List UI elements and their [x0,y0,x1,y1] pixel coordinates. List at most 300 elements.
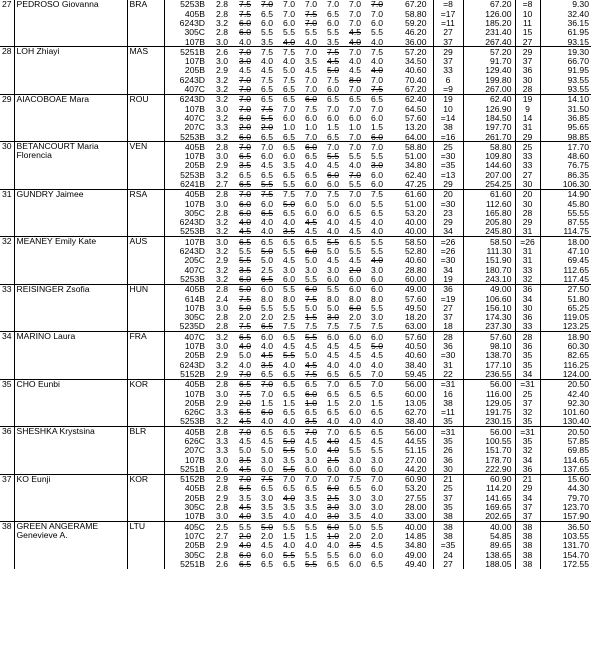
dive-code: 6243D [164,94,207,104]
dive-code: 107B [164,237,207,247]
dive-code: 305C [184,502,205,513]
dive-points: 18.20 [404,312,427,323]
judge-score: 6.5 [239,407,251,418]
judge-score: 4.0 [305,37,317,47]
cumulative-rank: 33 [515,265,540,274]
judge-score: 3.0 [327,265,339,275]
judge-score: 6.0 [283,151,295,162]
judge-score: 6.0 [371,179,383,189]
judge-score: 7.0 [327,0,339,10]
judge-score: 3.0 [371,161,383,171]
cumulative-points: 49.00 [463,284,515,294]
judge-score: 7.5 [327,75,339,85]
degree-of-difficulty: 3.2 [216,246,228,257]
dive-points: 28.00 [404,502,427,513]
judge-score: 5.5 [327,27,339,38]
judge-score: 5.0 [305,445,317,456]
judge-score: 4.5 [239,502,251,513]
dive-code: 107B [184,104,205,114]
dive-rank: 19 [433,275,463,285]
judge-score: 6.5 [371,559,383,569]
points-behind: 98.85 [567,132,589,142]
points-behind: 131.70 [562,540,589,551]
dive-rank: 36 [433,342,463,351]
judge-score: 4.0 [327,227,339,237]
judge-score: 5.5 [362,237,384,247]
judge-score: 6.0 [362,284,384,294]
judge-score: 5.0 [261,445,273,456]
cumulative-points: 138.70 [485,350,512,361]
judge-score: 6.5 [283,389,295,399]
judge-score: 3.5 [283,161,295,171]
judge-score: 5.5 [349,445,361,456]
judge-score: 5.5 [283,179,295,189]
judge-score: 7.0 [371,0,383,10]
judge-score: 5.5 [261,27,273,38]
dive-points: 49.50 [404,303,427,313]
dive-code: 626C [184,436,205,446]
judge-score: 3.5 [305,502,317,513]
dive-code: 205B [184,493,205,503]
judge-score: 4.5 [305,217,317,228]
judge-score: 7.0 [239,104,251,114]
cumulative-rank: 25 [515,389,540,398]
degree-of-difficulty: 2.9 [216,540,228,551]
cumulative-points: 54.85 [489,531,512,541]
degree-of-difficulty: 3.0 [216,199,228,209]
judge-score: 5.5 [296,332,318,342]
points-behind: 36.15 [567,18,589,28]
judge-score: 6.0 [371,113,383,123]
judge-score: 6.0 [296,142,318,152]
degree-of-difficulty: 3.2 [216,18,228,28]
degree-of-difficulty: 2.9 [216,369,228,379]
judge-score: 5.0 [305,303,317,313]
judge-score: 5.0 [261,256,273,266]
degree-of-difficulty: 3.0 [216,341,228,351]
judge-score: 2.5 [327,455,339,465]
judge-score: 3.5 [239,265,251,275]
judge-score: 7.0 [349,9,361,19]
cumulative-rank: 30 [515,304,540,313]
judge-score: 3.5 [239,455,251,465]
cumulative-points: 188.05 [485,559,512,569]
cumulative-rank: 36 [515,66,540,75]
judge-score: 6.5 [305,407,317,418]
dive-points: 51.15 [404,445,427,456]
judge-score: 5.0 [252,522,274,532]
judge-score: 5.5 [371,303,383,313]
points-behind: 130.40 [562,417,589,427]
judge-score: 2.0 [371,531,383,541]
judge-score: 7.0 [283,9,295,19]
judge-score: 5.0 [327,303,339,313]
judge-score: 6.0 [305,389,317,399]
judge-score: 4.5 [349,350,361,361]
judge-score: 3.0 [283,265,295,275]
degree-of-difficulty: 3.2 [216,84,228,95]
cumulative-rank: 38 [515,532,540,541]
cumulative-points: 116.00 [485,389,512,399]
judge-score: 5.5 [283,350,295,361]
judge-score: 4.0 [283,540,295,551]
judge-score: 6.5 [340,427,362,437]
judge-score: 6.0 [318,522,340,532]
athlete-rank: 31 [0,189,14,236]
judge-score: 6.0 [261,199,273,209]
cumulative-points: 100.55 [485,436,512,446]
judge-score: 3.5 [261,502,273,513]
degree-of-difficulty: 2.8 [207,189,230,199]
athlete-name: CHO Eunbi [14,379,127,426]
cumulative-rank: 34 [515,455,540,464]
cumulative-points: 114.20 [485,484,512,494]
cumulative-points: 112.60 [485,199,512,209]
judge-score: 7.0 [305,0,317,10]
dive-code: 107B [184,303,205,313]
judge-score: 6.5 [261,274,273,284]
degree-of-difficulty: 3.0 [216,104,228,114]
judge-score: 6.0 [371,464,383,474]
dive-code: 107B [184,151,205,162]
judge-score: 6.0 [327,208,339,218]
dive-rank: =35 [433,541,463,550]
dive-points: 49.00 [404,550,427,560]
judge-score: 6.5 [230,237,252,247]
cumulative-points: 62.40 [463,94,515,104]
judge-score: 5.5 [283,303,295,313]
athlete-rank: 37 [0,474,14,521]
judge-score: 4.0 [349,417,361,427]
judge-score: 7.5 [318,47,340,57]
judge-score: 6.5 [230,379,252,389]
points-behind: 95.65 [567,122,589,133]
judge-score: 6.5 [327,559,339,569]
judge-score: 7.0 [261,389,273,399]
judge-score: 5.0 [283,199,295,209]
cumulative-rank: 33 [515,152,540,161]
judge-score: 4.0 [283,56,295,67]
judge-score: 5.5 [349,151,361,162]
dive-points: 64.00 [404,132,427,142]
points-behind: 106.30 [562,179,589,189]
judge-score: 1.5 [305,312,317,323]
judge-score: 7.5 [362,189,384,199]
dive-points: 62.40 [384,94,433,104]
dive-rank: 33 [433,66,463,75]
dive-rank: 37 [433,493,463,502]
dive-rank: 28 [433,332,463,342]
table-row [0,47,591,57]
cumulative-points: 58.80 [463,142,515,152]
cumulative-rank: 28 [515,209,540,218]
dive-rank: =13 [433,170,463,179]
dive-points: 40.00 [384,522,433,532]
judge-score: 5.5 [283,464,295,474]
points-behind: 93.55 [567,84,589,95]
dive-points: 62.70 [404,407,427,418]
points-behind: 93.55 [567,75,589,85]
dive-code: 205B [184,350,205,361]
cumulative-rank: 36 [515,465,540,475]
cumulative-points: 126.00 [485,9,512,19]
dive-rank: 34 [433,227,463,237]
dive-rank: =19 [433,294,463,303]
cumulative-points: 202.65 [485,512,512,522]
judge-score: 7.0 [252,142,274,152]
judge-score: 4.5 [305,360,317,370]
degree-of-difficulty: 2.5 [207,522,230,532]
athlete-country: KOR [127,474,164,521]
points-behind: 57.85 [567,436,589,446]
cumulative-rank: 11 [515,19,540,28]
judge-score: 6.5 [349,208,361,218]
cumulative-rank: 37 [515,57,540,66]
judge-score: 7.5 [239,322,251,332]
judge-score: 3.0 [349,502,361,513]
cumulative-rank: 36 [515,313,540,322]
judge-score: 7.0 [340,189,362,199]
judge-score: 4.5 [327,341,339,351]
dive-rank: 27 [433,304,463,313]
cumulative-rank: =31 [515,379,540,389]
degree-of-difficulty: 2.8 [207,284,230,294]
cumulative-rank: 27 [515,170,540,179]
cumulative-points: 57.60 [463,332,515,342]
judge-score: 5.0 [371,341,383,351]
judge-score: 4.0 [349,161,361,171]
judge-score: 7.0 [305,18,317,28]
judge-score: 3.5 [239,161,251,171]
dive-code: 405B [164,284,207,294]
judge-score: 8.0 [349,294,361,304]
degree-of-difficulty: 2.8 [207,427,230,437]
judge-score: 7.5 [252,474,274,484]
judge-score: 6.0 [305,246,317,257]
judge-score: 6.0 [340,284,362,294]
cumulative-points: 267.00 [485,84,512,95]
judge-score: 7.0 [362,379,384,389]
dive-rank: 35 [433,417,463,427]
dive-points: 70.40 [404,75,427,85]
judge-score: 3.5 [239,493,251,503]
judge-score: 7.0 [239,369,251,379]
judge-score: 7.0 [340,47,362,57]
judge-score: 1.5 [305,531,317,541]
dive-rank: 38 [433,522,463,532]
judge-score: 4.0 [327,360,339,370]
judge-score: 6.5 [340,94,362,104]
points-behind: 101.60 [562,407,589,418]
cumulative-points: 89.65 [489,540,512,551]
judge-score: 7.0 [252,379,274,389]
dive-code: 614B [184,294,205,304]
judge-score: 4.0 [283,360,295,370]
degree-of-difficulty: 3.2 [216,113,228,123]
cumulative-points: 191.75 [485,407,512,418]
cumulative-rank: 35 [515,437,540,446]
points-behind: 157.90 [562,512,589,522]
dive-points: 64.50 [404,104,427,114]
athlete-name: GUNDRY Jaimee [14,189,127,236]
judge-score: 5.5 [261,303,273,313]
degree-of-difficulty: 3.2 [216,170,228,180]
degree-of-difficulty: 2.7 [216,531,228,541]
judge-score: 7.5 [318,189,340,199]
cumulative-rank: 30 [515,199,540,208]
judge-score: 5.5 [239,246,251,257]
judge-score: 7.5 [283,322,295,332]
cumulative-points: 178.70 [485,455,512,465]
dive-points: 38.40 [404,360,427,370]
dive-points: 57.60 [404,113,427,123]
points-behind: 172.55 [562,559,589,569]
judge-score: 6.5 [305,484,317,494]
judge-score: 5.5 [305,559,317,569]
dive-rank: 20 [433,189,463,199]
judge-score: 4.5 [261,436,273,446]
judge-score: 7.0 [371,104,383,114]
judge-score: 5.5 [261,113,273,123]
judge-score: 4.0 [239,512,251,522]
judge-score: 7.0 [239,75,251,85]
dive-rank: 21 [433,474,463,484]
judge-score: 4.5 [371,540,383,551]
dive-rank: =35 [433,161,463,170]
judge-score: 6.0 [283,274,295,284]
points-behind: 65.25 [567,303,589,313]
dive-rank: 22 [433,370,463,380]
dive-code: 205B [184,398,205,408]
points-behind: 61.95 [567,27,589,38]
athlete-country: BRA [127,0,164,47]
judge-score: 7.0 [349,170,361,180]
degree-of-difficulty: 2.8 [216,9,228,19]
dive-code: 626C [184,407,205,418]
athlete-name: REISINGER Zsofia [14,284,127,331]
judge-score: 6.0 [349,303,361,313]
judge-score: 6.5 [296,379,318,389]
dive-rank: 37 [433,57,463,66]
judge-score: 6.0 [327,170,339,180]
athlete-country: ROU [127,94,164,141]
athlete-rank: 38 [0,522,14,569]
judge-score: 7.0 [371,75,383,85]
cumulative-points: 138.65 [485,550,512,560]
judge-score: 6.5 [340,379,362,389]
dive-rank: 36 [433,284,463,294]
judge-score: 4.0 [327,540,339,551]
dive-rank: =31 [433,379,463,389]
points-behind: 55.55 [567,208,589,218]
dive-rank: 25 [433,142,463,152]
dive-rank: 18 [433,322,463,332]
cumulative-rank: 27 [515,37,540,47]
points-behind: 20.50 [540,379,591,389]
judge-score: 5.0 [327,199,339,209]
cumulative-points: 230.15 [485,417,512,427]
judge-score: 4.0 [371,56,383,67]
dive-code: 5253B [180,170,205,180]
dive-points: 36.00 [404,37,427,47]
degree-of-difficulty: 3.2 [207,94,230,104]
dive-rank: 30 [433,465,463,475]
athlete-rank: 35 [0,379,14,426]
judge-score: 4.0 [349,56,361,67]
points-behind: 44.30 [567,484,589,494]
degree-of-difficulty: 3.2 [207,332,230,342]
judge-score: 6.5 [327,389,339,399]
judge-score: 3.5 [261,360,273,370]
judge-score: 3.0 [371,265,383,275]
points-behind: 103.55 [562,531,589,541]
dive-rank: 31 [433,360,463,369]
cumulative-points: 144.60 [485,161,512,171]
judge-score: 7.0 [230,142,252,152]
cumulative-rank: 9 [515,104,540,113]
dive-code: 5152B [180,369,205,379]
points-behind: 119.05 [563,312,589,323]
judge-score: 6.0 [371,550,383,560]
judge-score: 6.5 [362,94,384,104]
judge-score: 6.5 [283,369,295,379]
judge-score: 2.0 [239,398,251,408]
cumulative-points: 151.70 [485,445,512,456]
judge-score: 4.0 [371,256,383,266]
dive-code: 107C [184,531,205,541]
judge-score: 7.0 [318,427,340,437]
dive-rank: =30 [433,199,463,208]
judge-score: 2.0 [239,531,251,541]
judge-score: 4.5 [349,227,361,237]
degree-of-difficulty: 2.6 [207,47,230,57]
judge-score: 6.5 [371,407,383,418]
degree-of-difficulty: 3.3 [216,407,228,418]
cumulative-rank: 19 [515,94,540,104]
judge-score: 7.5 [239,9,251,19]
judge-score: 7.0 [362,142,384,152]
judge-score: 6.0 [239,208,251,218]
cumulative-rank: 21 [515,474,540,484]
athlete-name: LOH Zhiayi [14,47,127,94]
judge-score: 6.5 [274,332,296,342]
cumulative-points: 156.10 [485,303,512,313]
athlete-name: MARINO Laura [14,332,127,379]
judge-score: 5.0 [340,522,362,532]
dive-points: 63.00 [404,322,427,332]
judge-score: 4.0 [239,217,251,228]
judge-score: 6.5 [305,170,317,180]
athlete-rank: 30 [0,142,14,189]
judge-score: 3.0 [305,265,317,275]
judge-score: 6.0 [349,550,361,560]
judge-score: 4.0 [239,37,251,47]
judge-score: 6.0 [340,332,362,342]
judge-score: 3.0 [261,455,273,465]
points-behind: 32.40 [567,9,589,19]
cumulative-rank: =26 [515,237,540,247]
judge-score: 7.0 [371,369,383,379]
cumulative-points: 231.40 [485,27,512,38]
dive-code: 5251B [180,559,205,569]
judge-score: 7.0 [296,47,318,57]
table-row [0,427,591,437]
points-behind: 123.70 [562,502,589,513]
judge-score: 7.0 [362,474,384,484]
points-behind: 112.65 [563,265,589,275]
judge-score: 2.0 [349,312,361,323]
dive-points: 67.20 [404,84,427,95]
